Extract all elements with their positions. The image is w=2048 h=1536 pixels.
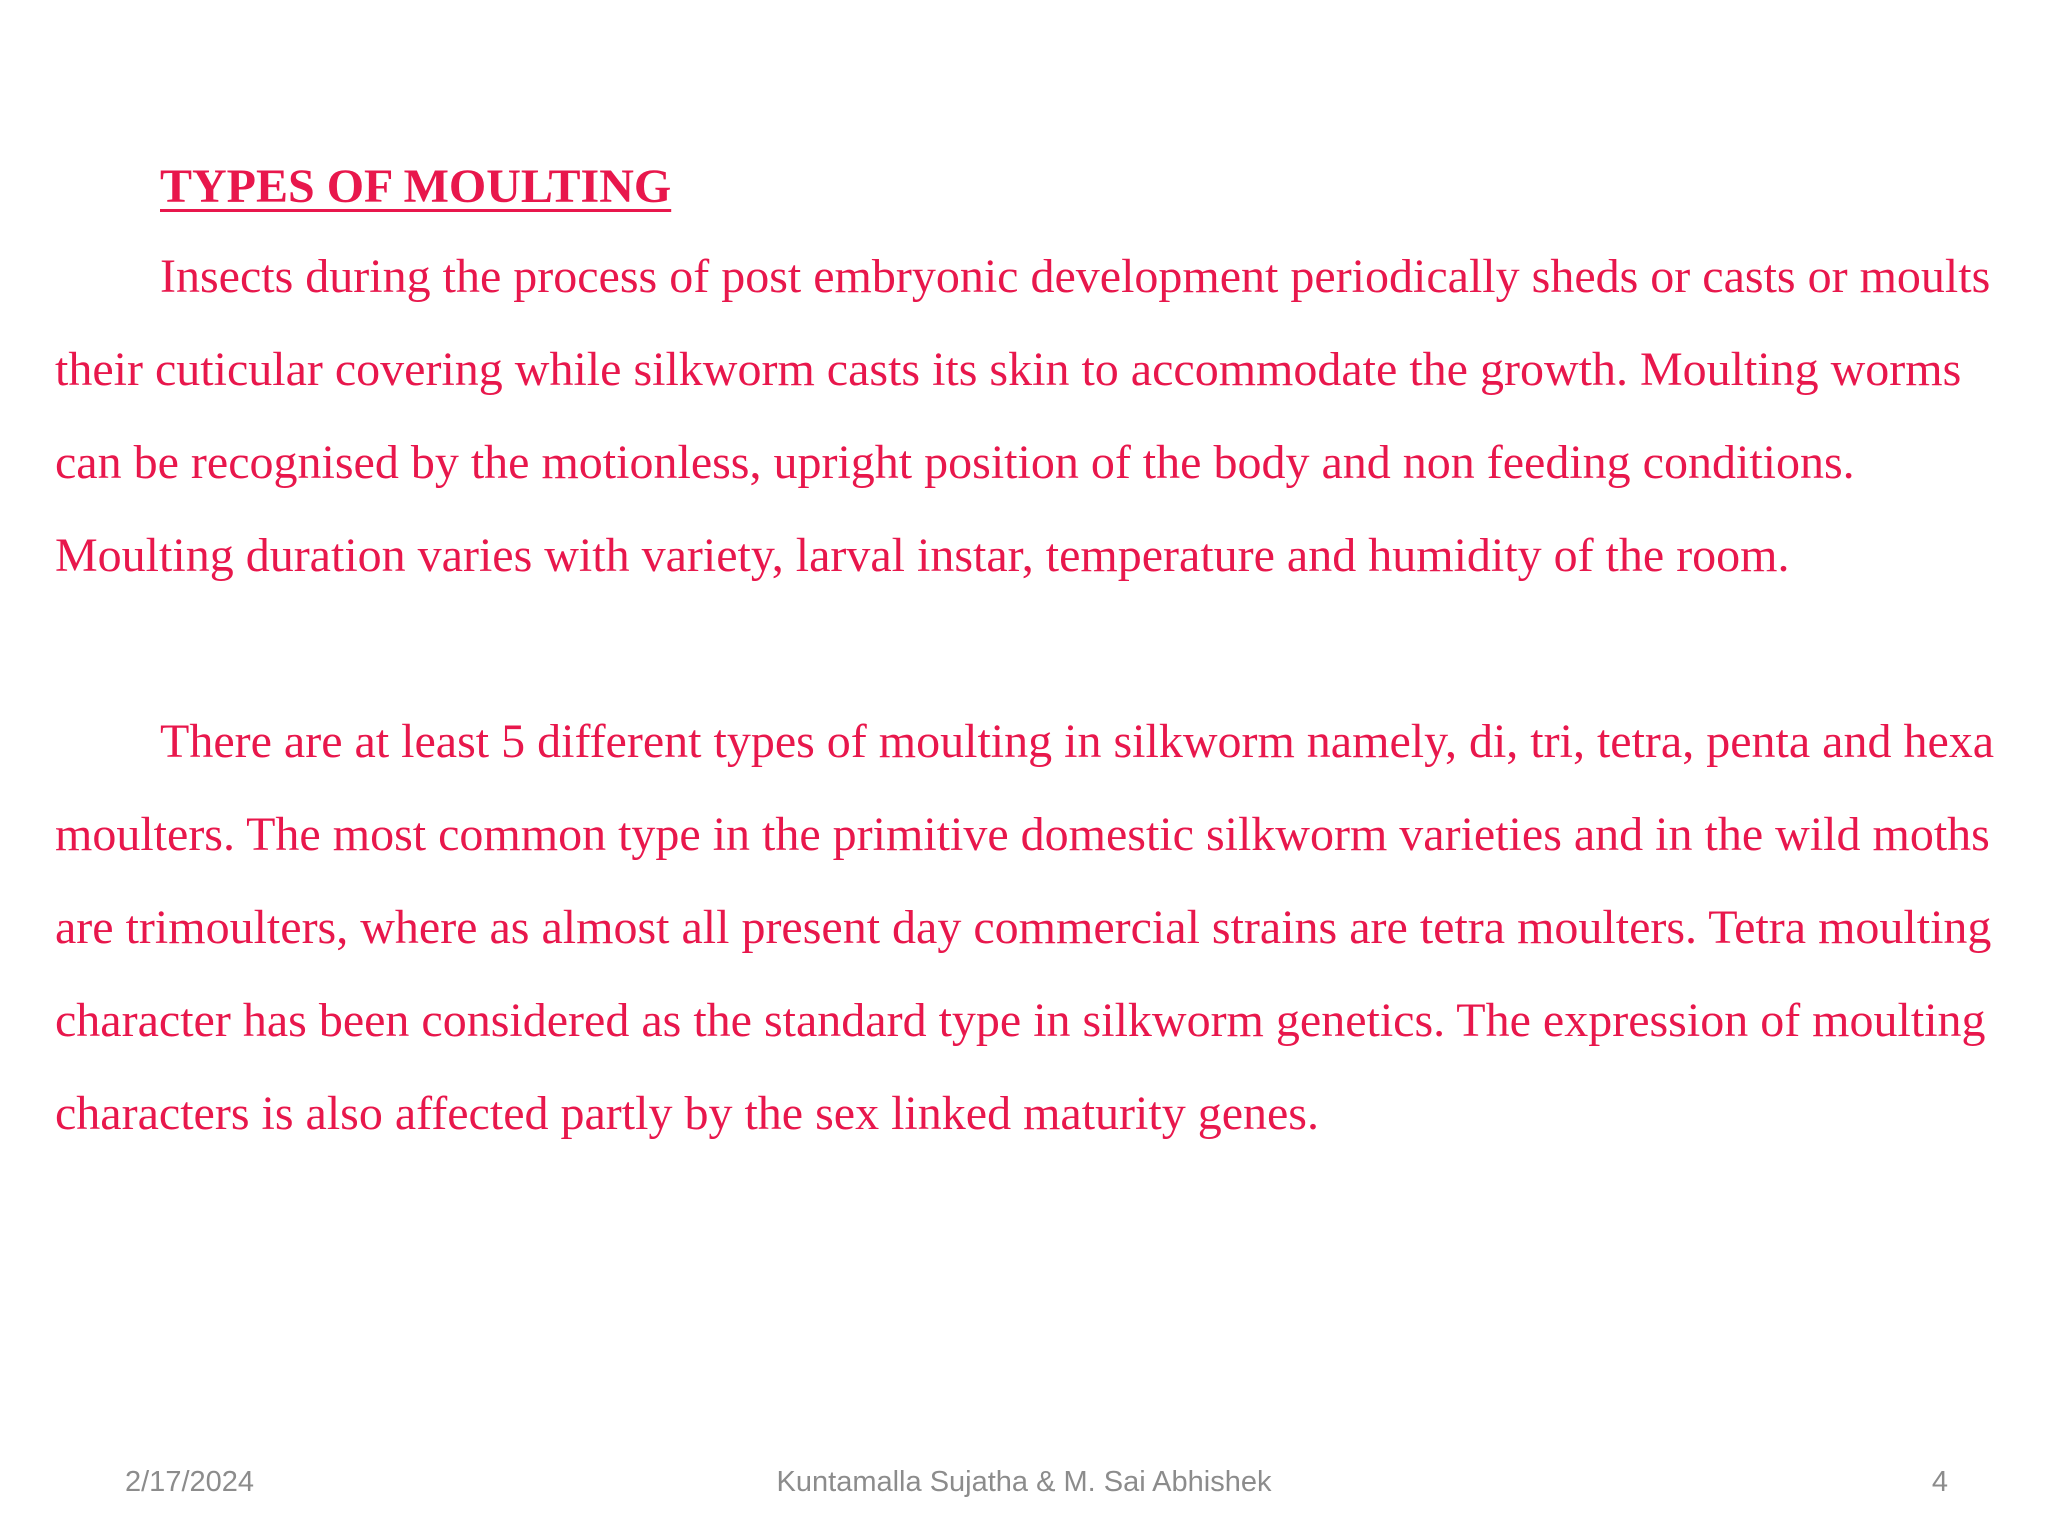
footer-author-container — [0, 1462, 2048, 1502]
footer-date: 2/17/2024 — [125, 1466, 255, 1498]
paragraph-moulting-intro: Insects during the process of post embryonic development periodically sheds or casts or moults their cuticular covering while silkworm casts its skin to accommodate the growth. Moulting worms can be recognised by the motionless, upright position of the body and non feeding conditions. Moulting duration varies with variety, larval instar, temperature and humidity of the room. — [55, 250, 1991, 582]
slide-heading: TYPES OF MOULTING — [160, 160, 672, 213]
footer-author: Kuntamalla Sujatha & M. Sai Abhishek — [776, 1466, 1272, 1498]
slide-content — [55, 150, 2015, 1160]
footer-page-number: 4 — [1931, 1466, 1948, 1498]
paragraph-moulting-types: There are at least 5 different types of moulting in silkworm namely, di, tri, tetra, penta and hexa moulters. The most common type in the primitive domestic silkworm varieties and in the wild moths are trimoulters, where as almost all present day commercial strains are tetra moulters. Tetra moulting character has been considered as the standard type in silkworm genetics. The expression of moulting characters is also affected partly by the sex linked maturity genes. — [55, 715, 1995, 1140]
